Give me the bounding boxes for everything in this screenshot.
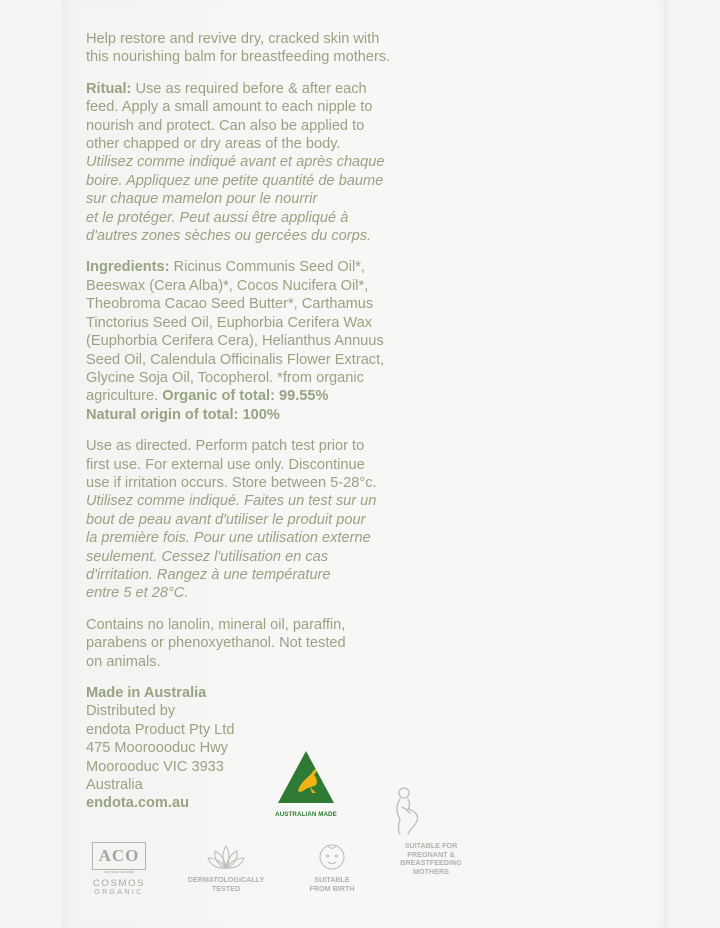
lotus-icon [206, 842, 246, 872]
intro-paragraph: Help restore and revive dry, cracked skin with this nourishing balm for breastfeeding mothers. [86, 31, 391, 66]
aco-logo: ACO [92, 842, 146, 870]
aco-cosmos-badge: ACO CERTIFIED ORGANIC COSMOS ORGANIC [84, 842, 154, 898]
company-name: endota Product Pty Ltd [86, 721, 235, 738]
natural-origin-percentage: Natural origin of total: 100% [86, 406, 280, 423]
directions-paragraph: Use as directed. Perform patch test prior to first use. For external use only. Discontinue use if irritation occurs. Store between 5-28°c. Utilisez comme indiqué. Faites un test sur un bout de peau avant d'utiliser le produit pour la première fois. Pour une utilisation externe seulement. Cessez l'utilisation en cas d'irritation. Rangez à une température entre 5 et 28°C. [86, 437, 446, 603]
made-in-australia: Made in Australia [86, 685, 207, 701]
pregnant-mother-icon [386, 785, 430, 835]
ritual-heading: Ritual: [86, 80, 132, 97]
baby-face-icon [316, 842, 348, 872]
company-country: Australia [86, 777, 143, 794]
company-website: endota.com.au [86, 795, 189, 812]
label-text [86, 30, 446, 813]
ritual-paragraph: Ritual: Use as required before & after each feed. Apply a small amount to each nipple to nourish and protect. Can also be applied to other chapped or dry areas of the body. Utilisez comme indiqué avant et après chaque boire. Appliquez une petite quantité de baume sur chaque mamelon pour le nourrir et le protéger. Peut aussi être appliqué à d'autres zones sèches ou gercées du corps. [86, 80, 446, 246]
box-side-edge [664, 0, 676, 928]
ingredients-paragraph: Ingredients: Ricinus Communis Seed Oil*, Beeswax (Cera Alba)*, Cocos Nucifera Oil*, Theobroma Cacao Seed Butter*, Carthamus Tinctorius Seed Oil, Euphorbia Cerifera Wax (Euphorbia Cerifera Cera), Helianthus Annuus Seed Oil, Calendula Officinalis Flower Extract, Glycine Soja Oil, Tocopherol. *from organic agriculture. Organic of total: 99.55% Natural origin of total: 100% [86, 258, 446, 424]
ritual-french: Utilisez comme indiqué avant et après chaque [86, 154, 385, 171]
suitable-from-birth-badge: SUITABLE FROM BIRTH [292, 842, 372, 893]
australian-made-label: AUSTRALIAN MADE [275, 811, 337, 818]
company-city: Moorooduc VIC 3933 [86, 758, 224, 775]
dermatologically-tested-badge: DERMATOLOGICALLY TESTED [176, 842, 276, 893]
company-info: Made in Australia Distributed by endota Product Pty Ltd 475 Mooroooduc Hwy Moorooduc VIC 3933 Australia endota.com.au [86, 684, 446, 813]
organic-percentage: Organic of total: 99.55% [162, 388, 329, 405]
ingredients-heading: Ingredients: [86, 259, 170, 276]
company-street: 475 Mooroooduc Hwy [86, 740, 228, 757]
suitable-for-pregnant-badge: SUITABLE FOR PREGNANT & BREASTFEEDING MOTHERS [400, 841, 462, 876]
australian-made-kangaroo-icon [276, 747, 336, 807]
directions-french: Utilisez comme indiqué. Faites un test sur un [86, 493, 377, 510]
free-from-paragraph: Contains no lanolin, mineral oil, paraffin, parabens or phenoxyethanol. Not tested on animals. [86, 616, 346, 670]
certification-badges [80, 842, 500, 922]
